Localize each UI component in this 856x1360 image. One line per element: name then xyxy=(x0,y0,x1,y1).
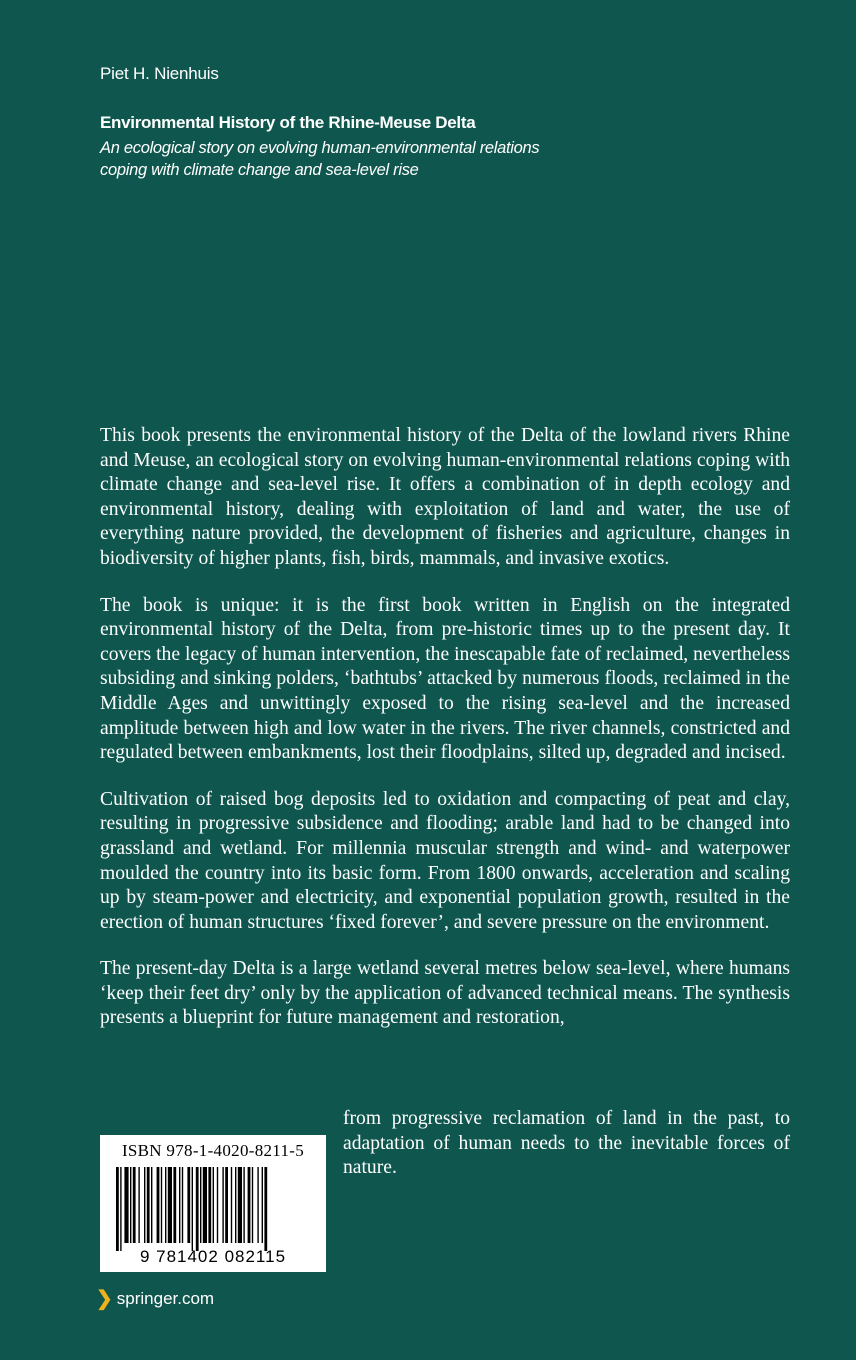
barcode-bar xyxy=(243,1167,244,1243)
barcode-bar xyxy=(144,1167,145,1243)
barcode-bar xyxy=(138,1167,139,1243)
barcode-bar xyxy=(264,1167,267,1251)
barcode-bar xyxy=(161,1167,162,1243)
blurb-paragraph: The book is unique: it is the first book written in English on the integrated environmental history of the Delta, from pre-historic times up to the present day. It covers the legacy of human intervention, the inescapable fate of reclaimed, nevertheless subsiding and sinking polders, ‘bathtubs’ attacked by numerous floods, reclaimed in the Middle Ages and unwittingly exposed to the rising sea-level and the increased amplitude between high and low water in the rivers. The river channels, constricted and regulated between embankments, lost their floodplains, silted up, degraded and incised. xyxy=(100,594,790,764)
barcode-bar xyxy=(225,1167,228,1243)
barcode-bar xyxy=(235,1167,236,1243)
barcode-bar xyxy=(200,1167,201,1243)
barcode-bar xyxy=(133,1167,136,1243)
barcode-bar xyxy=(213,1167,214,1243)
blurb-paragraph: This book presents the environmental history of the Delta of the lowland rivers Rhine and Meuse, an ecological story on evolving human-environmental relations coping with climate change and sea-level rise. It offers a combination of in depth ecology and environmental history, dealing with exploitation of land and water, the use of everything nature provided, the development of fisheries and agriculture, changes in biodiversity of higher plants, fish, birds, mammals, and invasive exotics. xyxy=(100,425,790,569)
blurb-paragraph: The present-day Delta is a large wetland several metres below sea-level, where humans ‘keep their feet dry’ only by the application of advanced technical means. The synthesis presents a blueprint for future management and restoration, xyxy=(100,958,790,1029)
barcode-bar xyxy=(120,1167,121,1251)
book-subtitle: An ecological story on evolving human-environmental relations coping with climate change and sea-level rise xyxy=(100,139,540,179)
barcode-bar xyxy=(262,1167,263,1243)
barcode-bar xyxy=(124,1167,128,1243)
barcode-bar xyxy=(168,1167,172,1243)
barcode-bar xyxy=(252,1167,253,1243)
author-name: Piet H. Nienhuis xyxy=(100,64,219,83)
blurb xyxy=(100,424,790,1031)
barcode-bar xyxy=(157,1167,160,1243)
barcode-bar xyxy=(116,1167,119,1251)
barcode-bar xyxy=(238,1167,242,1243)
barcode-bar xyxy=(151,1167,152,1243)
barcode-bar xyxy=(179,1167,180,1243)
barcode-bar xyxy=(231,1167,232,1243)
barcode-bar xyxy=(217,1167,218,1243)
barcode-bar xyxy=(173,1167,176,1243)
barcode-digits: 9 781402 082115 xyxy=(139,1247,287,1266)
book-title: Environmental History of the Rhine-Meuse Delta xyxy=(100,113,476,132)
barcode-bar xyxy=(130,1167,131,1243)
barcode-bars xyxy=(116,1167,312,1251)
barcode-bar xyxy=(165,1167,166,1243)
chevron-right-icon: ❯ xyxy=(96,1288,113,1310)
publisher-link-label: springer.com xyxy=(116,1288,215,1308)
barcode-bar xyxy=(196,1167,199,1251)
isbn-label: ISBN 978-1-4020-8211-5 xyxy=(121,1141,305,1160)
blurb-paragraph-tail: from progressive reclamation of land in the past, to adaptation of human needs to the inevitable forces of nature. xyxy=(343,1108,790,1179)
barcode-bar xyxy=(182,1167,183,1243)
barcode-bar xyxy=(187,1167,190,1243)
blurb-paragraph: Cultivation of raised bog deposits led to oxidation and compacting of peat and clay, resulting in progressive subsidence and flooding; arable land had to be changed into grassland and wetland. For millennia muscular strength and wind- and waterpower moulded the country into its basic form. From 1800 onwards, acceleration and scaling up by steam-power and electricity, and exponential population growth, resulted in the erection of human structures ‘fixed forever’, and severe pressure on the environment. xyxy=(100,788,790,933)
barcode-bar xyxy=(248,1167,251,1243)
barcode-bar xyxy=(192,1167,193,1251)
barcode-bar xyxy=(208,1167,211,1243)
publisher-link[interactable] xyxy=(96,1286,214,1311)
barcode-bar xyxy=(222,1167,223,1243)
barcode-bar xyxy=(203,1167,207,1243)
barcode-bar xyxy=(257,1167,258,1243)
barcode-bar xyxy=(147,1167,150,1243)
isbn-barcode xyxy=(100,1135,326,1272)
